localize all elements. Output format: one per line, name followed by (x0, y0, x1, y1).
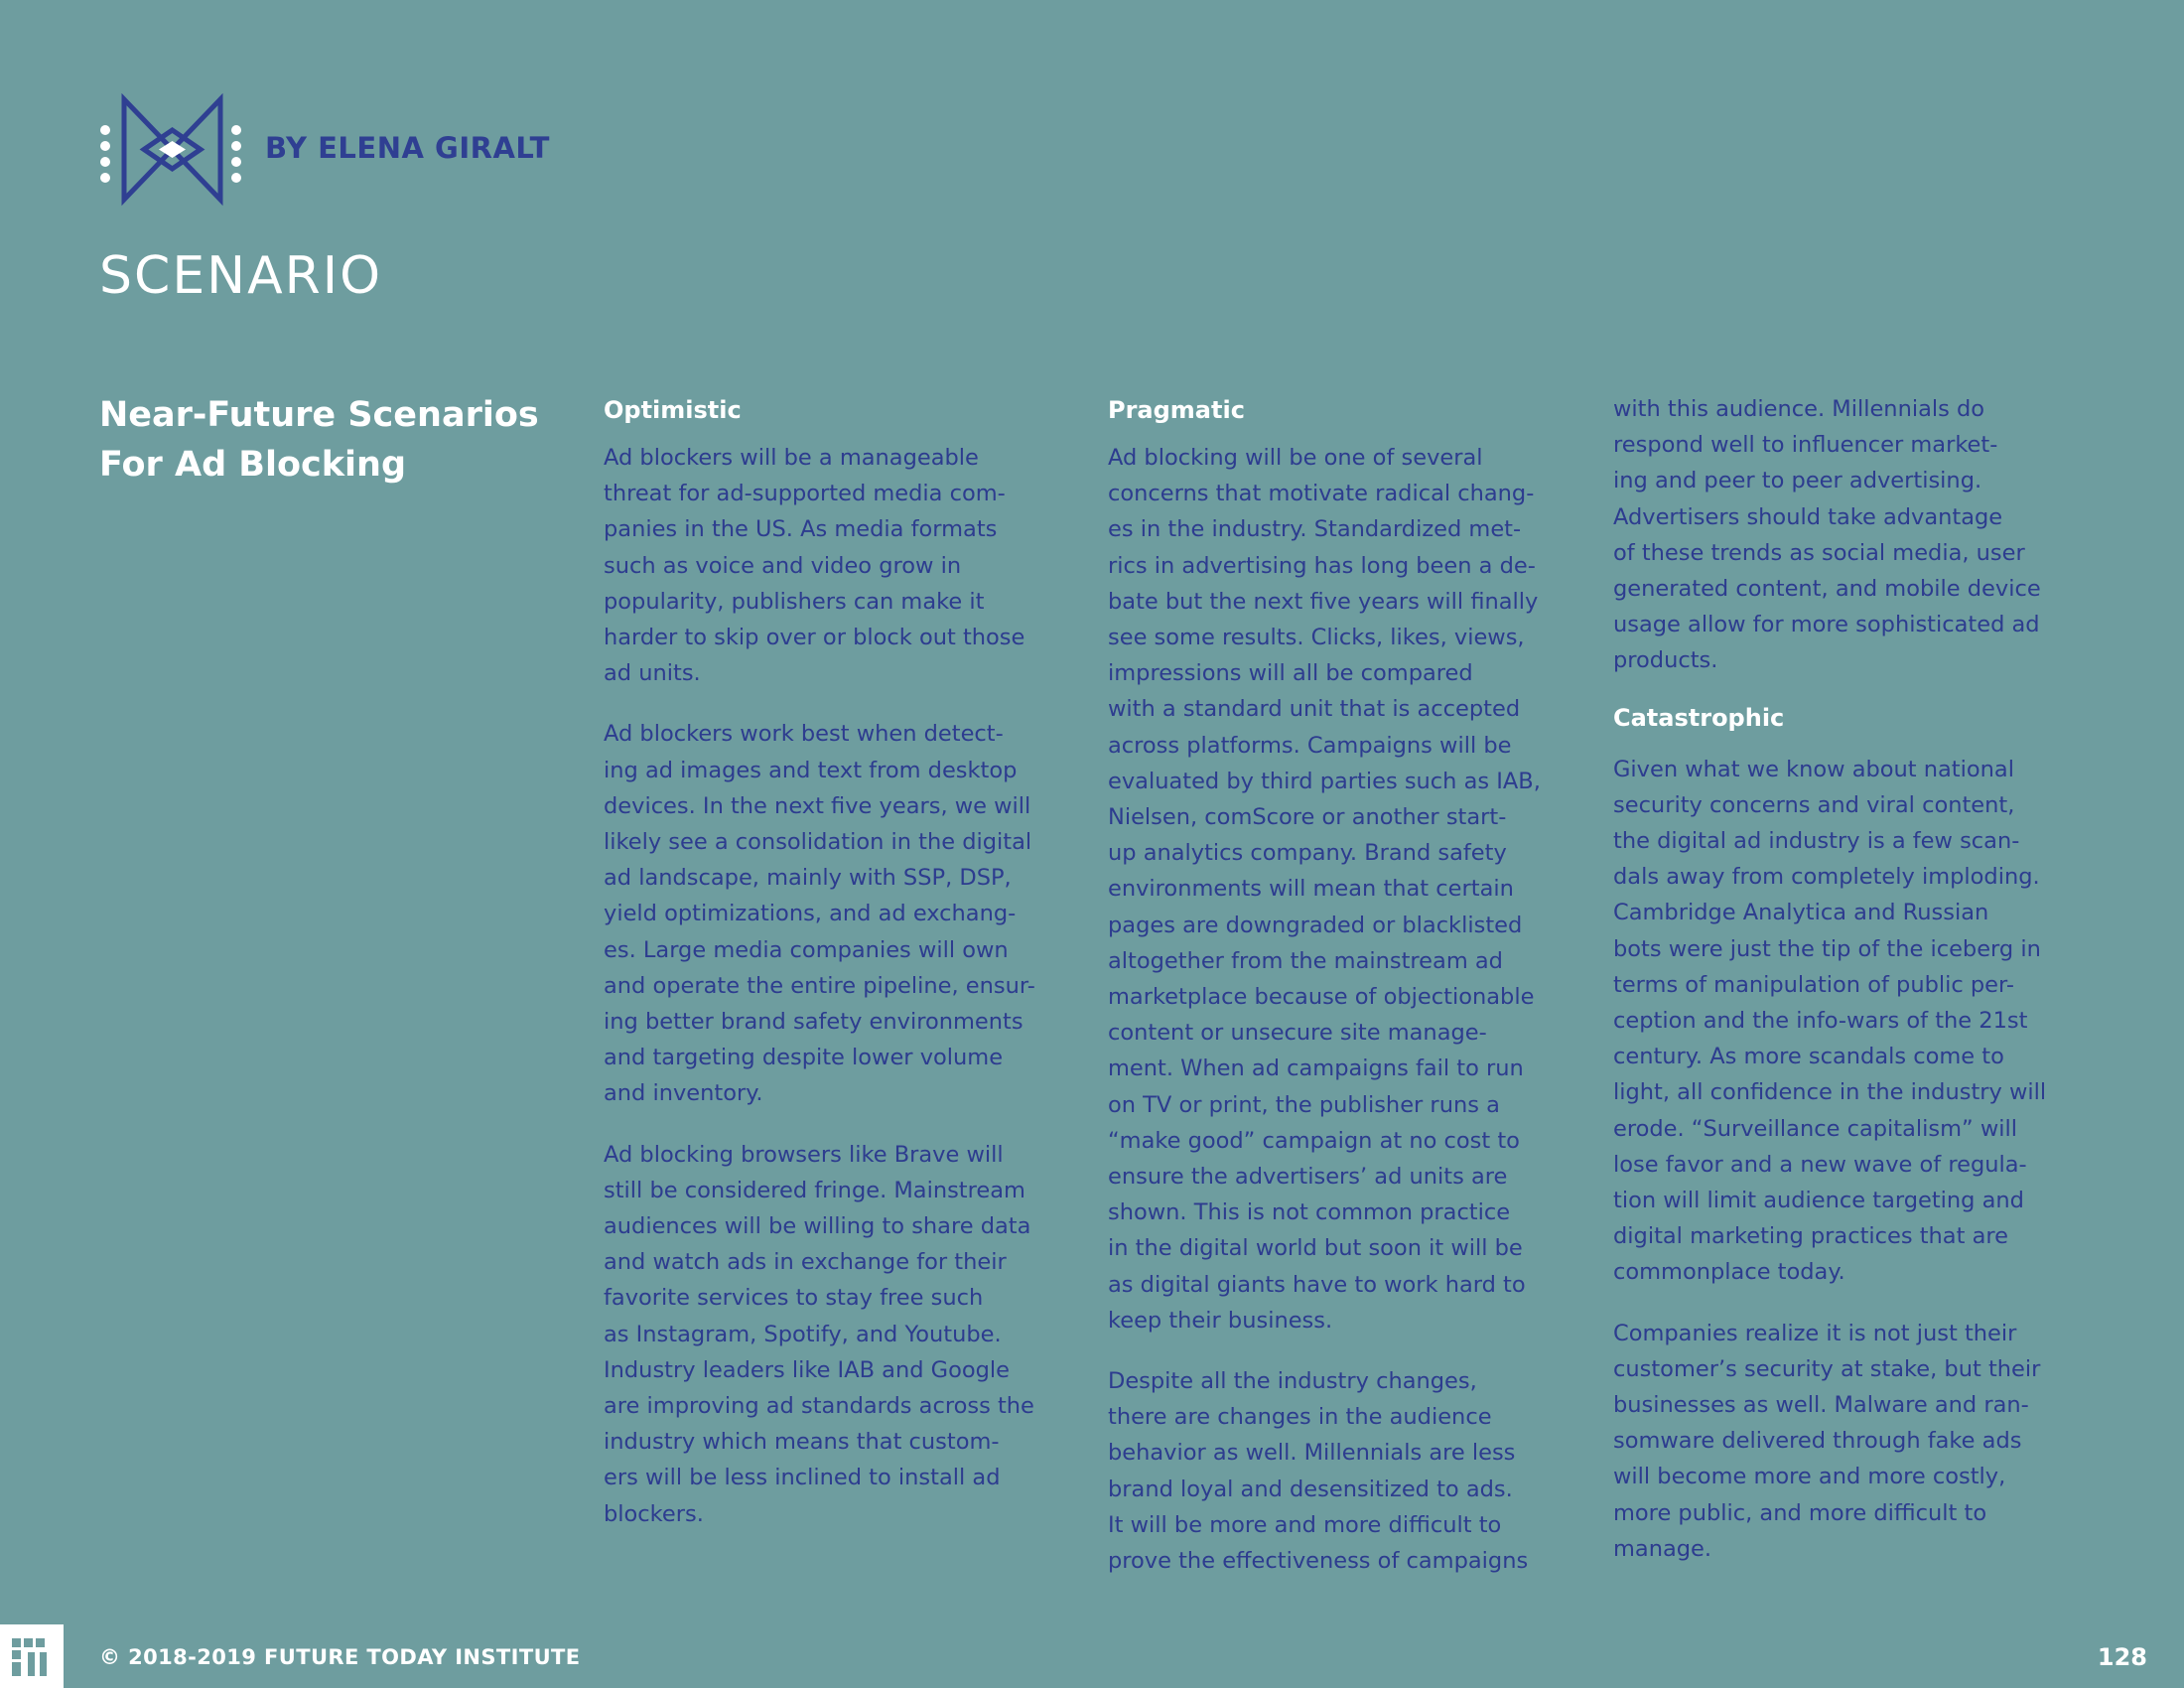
text-line: ing better brand safety environments (604, 1009, 1024, 1036)
section-title: SCENARIO (99, 246, 383, 306)
text-line: altogether from the mainstream ad (1108, 947, 1503, 974)
text-line: with this audience. Millennials do (1613, 396, 1985, 422)
text-line: Ad blockers work best when detect- (604, 721, 1004, 748)
text-line: blockers. (604, 1500, 704, 1527)
text-line: yield optimizations, and ad exchang- (604, 901, 1017, 927)
page-heading-line: Near-Future Scenarios (99, 395, 539, 435)
text-line: dals away from completely imploding. (1613, 864, 2040, 891)
text-line: ment. When ad campaigns fail to run (1108, 1055, 1524, 1082)
text-line: Ad blocking will be one of several (1108, 445, 1483, 471)
text-line: Cambridge Analytica and Russian (1613, 900, 1989, 926)
text-line: terms of manipulation of public per- (1613, 971, 2014, 998)
text-line: tion will limit audience targeting and (1613, 1188, 2024, 1214)
catastrophic-title: Catastrophic (1613, 703, 1785, 732)
text-line: environments will mean that certain (1108, 876, 1514, 903)
text-line: concerns that motivate radical chang- (1108, 481, 1535, 507)
text-line: ing ad images and text from desktop (604, 757, 1018, 783)
text-line: popularity, publishers can make it (604, 588, 985, 615)
text-line: prove the effectiveness of campaigns (1108, 1548, 1529, 1575)
page-heading (99, 390, 566, 490)
text-line: and targeting despite lower volume (604, 1045, 1004, 1071)
paragraph (1108, 440, 1594, 1338)
text-line: up analytics company. Brand safety (1108, 840, 1507, 867)
text-line: harder to skip over or block out those (604, 625, 1025, 651)
text-line: still be considered fringe. Mainstream (604, 1177, 1025, 1203)
paragraph (1108, 1363, 1594, 1579)
text-line: Industry leaders like IAB and Google (604, 1356, 1010, 1383)
catastrophic-column (1613, 391, 2100, 1592)
text-line: ers will be less inclined to install ad (604, 1465, 1001, 1491)
text-line: behavior as well. Millennials are less (1108, 1440, 1516, 1467)
text-line: impressions will all be compared (1108, 660, 1473, 687)
text-line: favorite services to stay free such (604, 1285, 984, 1312)
page-heading-line: For Ad Blocking (99, 445, 407, 485)
text-line: across platforms. Campaigns will be (1108, 732, 1512, 759)
text-line: usage allow for more sophisticated ad (1613, 612, 2040, 638)
text-line: devices. In the next five years, we will (604, 792, 1031, 819)
text-line: light, all confidence in the industry will (1613, 1079, 2047, 1106)
text-line: in the digital world but soon it will be (1108, 1235, 1523, 1262)
text-line: rics in advertising has long been a de- (1108, 552, 1536, 579)
text-line: pages are downgraded or blacklisted (1108, 912, 1523, 938)
text-line: es in the industry. Standardized met- (1108, 516, 1522, 543)
text-line: there are changes in the audience (1108, 1404, 1492, 1431)
text-line: Advertisers should take advantage (1613, 503, 2003, 530)
text-line: businesses as well. Malware and ran- (1613, 1392, 2029, 1419)
text-line: and operate the entire pipeline, ensur- (604, 972, 1035, 999)
byline: BY ELENA GIRALT (265, 131, 550, 165)
text-line: Ad blockers will be a manageable (604, 445, 979, 471)
text-line: es. Large media companies will own (604, 936, 1009, 963)
text-line: will become more and more costly, (1613, 1464, 2006, 1490)
text-line: with a standard unit that is accepted (1108, 696, 1521, 723)
fti-logo-icon (0, 1624, 64, 1688)
text-line: Nielsen, comScore or another start- (1108, 804, 1507, 831)
text-line: security concerns and viral content, (1613, 791, 2015, 818)
text-line: commonplace today. (1613, 1259, 1845, 1286)
text-line: ensure the advertisers’ ad units are (1108, 1164, 1508, 1191)
text-line: erode. “Surveillance capitalism” will (1613, 1115, 2017, 1142)
text-line: customer’s security at stake, but their (1613, 1355, 2041, 1382)
text-line: manage. (1613, 1535, 1712, 1562)
paragraph (1613, 1316, 2100, 1567)
text-line: “make good” campaign at no cost to (1108, 1127, 1520, 1154)
optimistic-column (604, 392, 1090, 1557)
text-line: likely see a consolidation in the digital (604, 829, 1032, 856)
text-line: are improving ad standards across the (604, 1393, 1034, 1420)
text-line: respond well to influencer market- (1613, 432, 1998, 459)
copyright-text: © 2018-2019 FUTURE TODAY INSTITUTE (99, 1645, 581, 1669)
text-line: ception and the info-wars of the 21st (1613, 1008, 2028, 1035)
text-line: somware delivered through fake ads (1613, 1428, 2022, 1455)
text-line: threat for ad-supported media com- (604, 481, 1006, 507)
text-line: Ad blocking browsers like Brave will (604, 1141, 1004, 1168)
paragraph (1613, 752, 2100, 1291)
text-line: content or unsecure site manage- (1108, 1020, 1487, 1047)
text-line: shown. This is not common practice (1108, 1199, 1511, 1226)
text-line: such as voice and video grow in (604, 552, 962, 579)
text-line: as digital giants have to work hard to (1108, 1271, 1526, 1298)
text-line: more public, and more difficult to (1613, 1499, 1987, 1526)
text-line: generated content, and mobile device (1613, 576, 2041, 603)
text-line: and watch ads in exchange for their (604, 1249, 1007, 1276)
text-line: It will be more and more difficult to (1108, 1511, 1502, 1538)
paragraph (604, 440, 1090, 691)
pragmatic-title: Pragmatic (1108, 396, 1245, 424)
text-line: ad units. (604, 660, 701, 687)
text-line: Given what we know about national (1613, 756, 2014, 782)
text-line: panies in the US. As media formats (604, 516, 998, 543)
page-number: 128 (2097, 1643, 2147, 1671)
text-line: century. As more scandals come to (1613, 1044, 2004, 1070)
text-line: audiences will be willing to share data (604, 1213, 1031, 1240)
text-line: industry which means that custom- (604, 1429, 1000, 1456)
text-line: lose favor and a new wave of regula- (1613, 1151, 2027, 1178)
text-line: brand loyal and desensitized to ads. (1108, 1476, 1513, 1502)
ftl-bowtie-logo-icon (97, 93, 246, 207)
text-line: bate but the next five years will finally (1108, 588, 1539, 615)
text-line: marketplace because of objectionable (1108, 984, 1535, 1011)
text-line: of these trends as social media, user (1613, 539, 2025, 566)
text-line: ad landscape, mainly with SSP, DSP, (604, 865, 1012, 892)
text-line: the digital ad industry is a few scan- (1613, 828, 2020, 855)
text-line: keep their business. (1108, 1307, 1333, 1334)
text-line: Companies realize it is not just their (1613, 1320, 2017, 1346)
text-line: on TV or print, the publisher runs a (1108, 1091, 1500, 1118)
text-line: see some results. Clicks, likes, views, (1108, 625, 1525, 651)
text-line: products. (1613, 647, 1718, 674)
text-line: as Instagram, Spotify, and Youtube. (604, 1321, 1002, 1347)
optimistic-title: Optimistic (604, 396, 742, 424)
text-line: digital marketing practices that are (1613, 1223, 2008, 1250)
text-line: ing and peer to peer advertising. (1613, 468, 1982, 494)
paragraph (604, 716, 1090, 1111)
text-line: evaluated by third parties such as IAB, (1108, 768, 1541, 794)
paragraph (604, 1137, 1090, 1532)
continued-paragraph (1613, 391, 2100, 679)
text-line: bots were just the tip of the iceberg in (1613, 935, 2041, 962)
text-line: and inventory. (604, 1080, 763, 1107)
text-line: Despite all the industry changes, (1108, 1368, 1477, 1395)
pragmatic-column (1108, 392, 1594, 1604)
